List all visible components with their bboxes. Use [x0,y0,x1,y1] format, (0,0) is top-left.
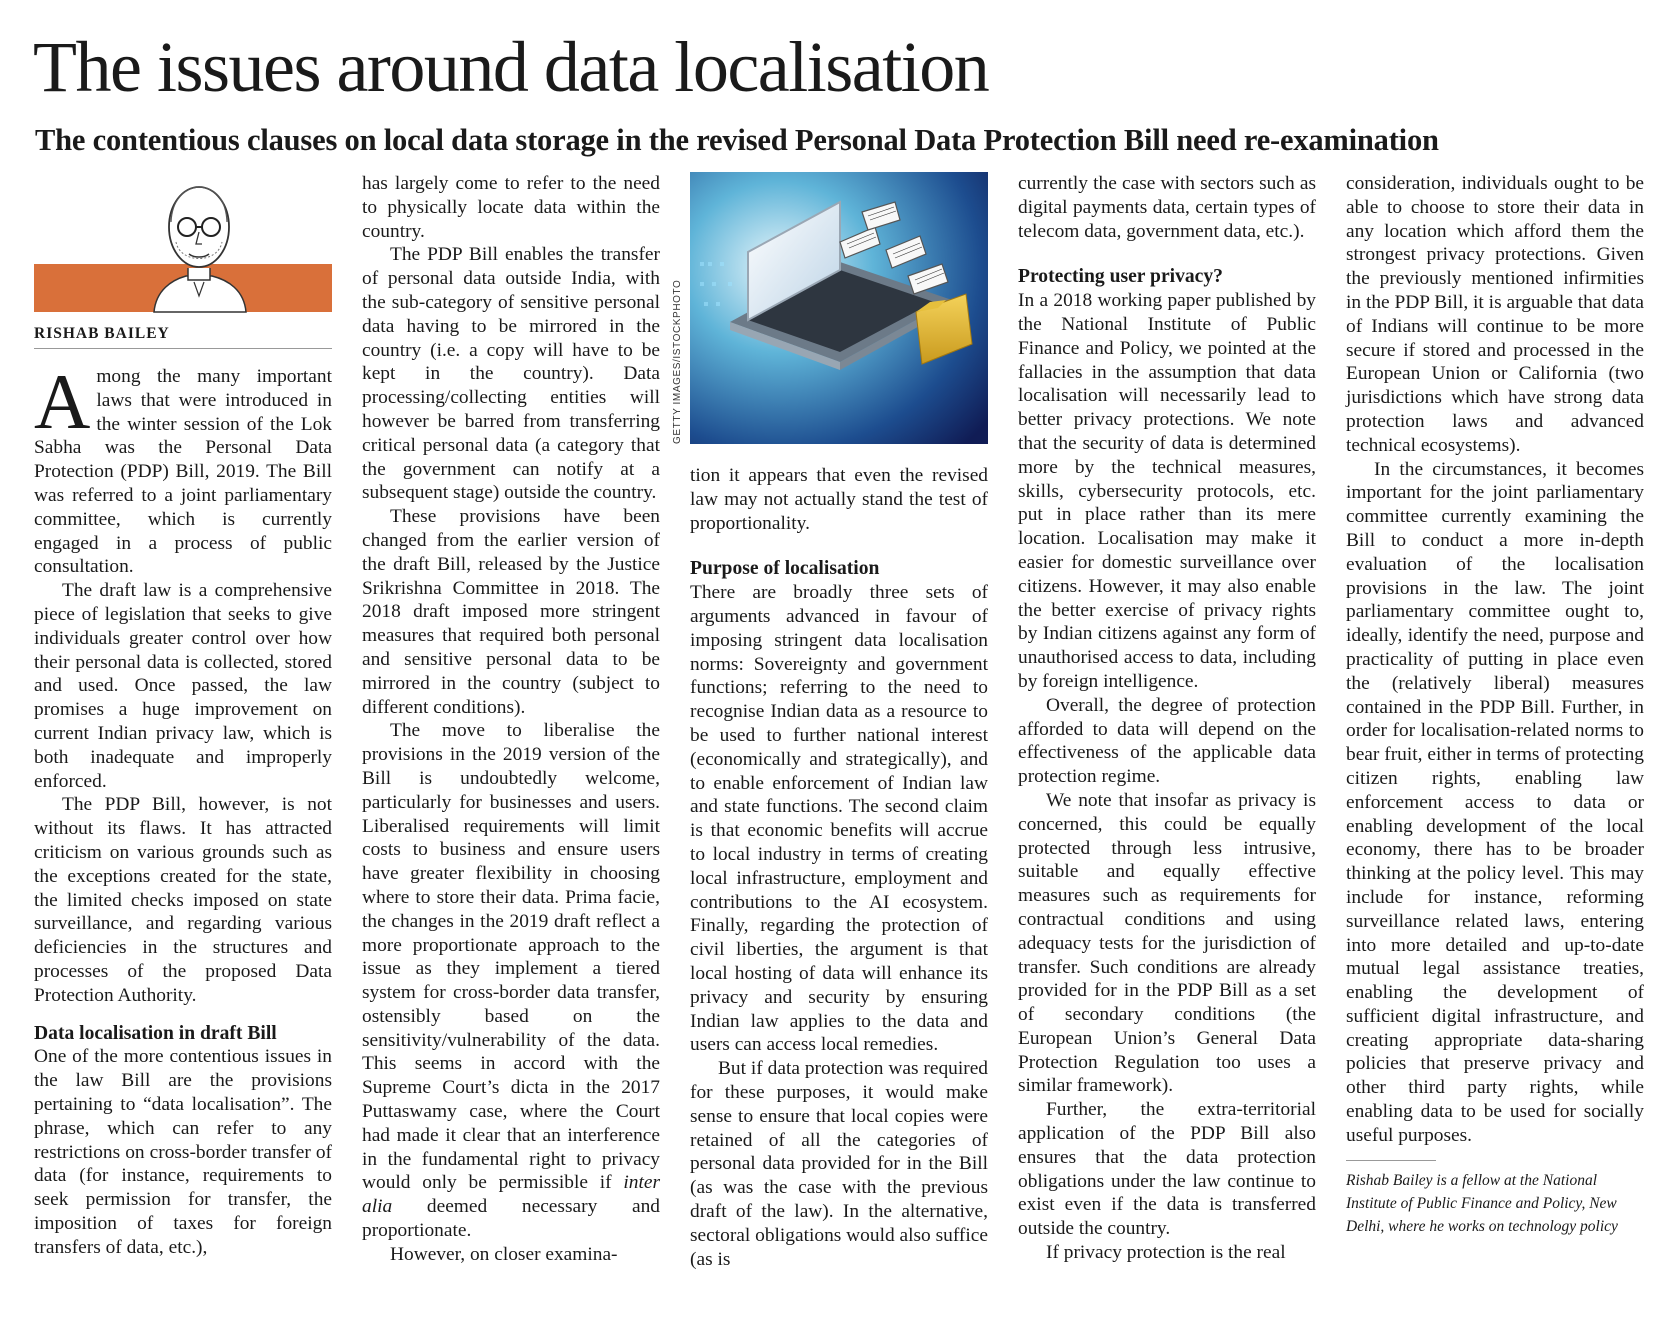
paragraph: tion it appears that even the revised law may not actually stand the test of proportionality. [690,465,988,534]
author-bio: Rishab Bailey is a fellow at the National Institute of Public Finance and Policy, New Delhi, where he works on technology policy [1346,1171,1618,1235]
paragraph: However, on closer examina- [390,1243,618,1265]
paragraph: The PDP Bill, however, is not without its flaws. It has attracted criticism on various grounds such as the exceptions created for the state, the limited checks imposed on state surveillance, and regarding various deficiencies in the structures and processes of the proposed Data Protection Authority. [34,794,332,1006]
laptop-data-illustration-icon [690,172,988,444]
column-5 [1346,172,1644,1332]
headline: The issues around data localisation [33,27,989,107]
subheading: Protecting user privacy? [1018,266,1223,288]
paragraph: Among the many important laws that were introduced in the winter session of the Lok Sabha was the Personal Data Protection (PDP) Bill, 2019. The Bill was referred to a joint parliamentary committee, which is currently engaged in a process of public consultation. [34,358,332,578]
paragraph: The PDP Bill enables the transfer of personal data outside India, with the sub-category of sensitive personal data having to be mirrored in the country (i.e. a copy will have to be kept in the country). Data processing/collecting entities will however be barred from transferring critical personal data (a category that the government can notify at a subsequent stage) outside the country. [362,244,660,504]
paragraph: currently the case with sectors such as digital payments data, certain types of telecom data, government data, etc.). [1018,173,1316,242]
paragraph: But if data protection was required for these purposes, it would make sense to ensure that local copies were retained of all the categories of personal data provided for in the Bill (as was the case with the previous draft of the law). In the alternative, sectoral obligations would also suffice (as is [690,1058,988,1270]
column-2 [362,172,660,1332]
column-3 [672,172,988,1332]
paragraph: One of the more contentious issues in the law Bill are the provisions pertaining to “data localisation”. The phrase, which can refer to any restrictions on cross-border transfer of data (for instance, requirements to seek permission for transfer, the imposition of taxes for foreign transfers of data, etc.), [34,1046,332,1258]
paragraph: There are broadly three sets of arguments advanced in favour of imposing stringent data localisation norms: Sovereignty and government functions; referring to the need to recognise Indian data as a resource to be used to further national interest (economically and strategically), and to enable enforcement of Indian law and state functions. The second claim is that economic benefits will accrue to local industry in terms of creating local infrastructure, employment and contributions to the AI ecosystem. Finally, regarding the protection of civil liberties, the argument is that local hosting of data will enhance its privacy and security by ensuring Indian law applies to the data and users can access local remedies. [690,582,988,1056]
column-4 [1018,172,1316,1332]
paragraph: The move to liberalise the provisions in the 2019 version of the Bill is undoubtedly welcome, particularly for businesses and users. Liberalised requirements will limit costs to business and ensure users have greater flexibility in choosing where to store their data. Prima facie, the changes in the 2019 draft reflect a more proportionate approach to the issue as they implement a tiered system for cross-border data transfer, ostensibly based on the sensitivity/vulnerability of the data. This seems in accord with the Supreme Court’s dicta in the 2017 Puttaswamy case, where the Court had made it clear that an interference in the fundamental right to privacy would only be permissible if inter alia deemed necessary and proportionate. [362,720,660,1242]
paragraph: The draft law is a comprehensive piece of legislation that seeks to give individuals greater control over how their personal data is collected, stored and used. Once passed, the law promises a huge improvement on current Indian privacy law, which is both inadequate and improperly enforced. [34,580,332,792]
paragraph: Overall, the degree of protection afforded to data will depend on the effectiveness of the applicable data protection regime. [1018,694,1316,788]
paragraph: If privacy protection is the real [1046,1242,1286,1264]
photo-credit: GETTY IMAGES/ISTOCKPHOTO [672,279,683,444]
deck: The contentious clauses on local data storage in the revised Personal Data Protection Bill need re-examination [35,123,1439,157]
paragraph: In the circumstances, it becomes important for the joint parliamentary committee currently examining the Bill to conduct a more in-depth evaluation of the localisation provisions in the law. The joint parliamentary committee ought to, ideally, identify the need, purpose and practicality of putting in place even the (relatively liberal) measures contained in the PDP Bill. Further, in order for localisation-related norms to bear fruit, either in terms of protecting citizen rights, enabling law enforcement access to data or enabling development of the local economy, there has to be broader thinking at the policy level. This may include for instance, reforming surveillance related laws, entering into more detailed and up-to-date mutual legal assistance treaties, enabling the development of sufficient digital infrastructure, and creating appropriate data-sharing policies that preserve privacy and other third party rights, while enabling data to be used for socially useful purposes. [1346,458,1644,1146]
paragraph: consideration, individuals ought to be able to choose to store their data in any location which afford them the strongest privacy protections. Given the previously mentioned infirmities in the PDP Bill, it is arguable that data of Indians will continue to be more secure if stored and processed in the European Union or California (two jurisdictions which have strong data protection laws and advanced technical ecosystems). [1346,173,1644,456]
byline-rule [34,348,332,349]
italic-phrase: inter alia [362,1172,660,1218]
drop-cap: A [34,358,91,445]
paragraph: has largely come to refer to the need to physically locate data within the country. [362,173,660,242]
column-1 [34,172,332,1332]
subheading: Purpose of localisation [690,558,880,580]
paragraph: Further, the extra-territorial application of the PDP Bill also ensures that the data protection obligations under the law continue to exist even if the data is transferred outside the country. [1018,1099,1316,1240]
bio-rule [1346,1160,1436,1161]
author-box [34,172,332,357]
paragraph: These provisions have been changed from the earlier version of the draft Bill, released by the Justice Srikrishna Committee in 2018. The 2018 draft imposed more stringent measures that required both personal and sensitive personal data to be mirrored in the country (subject to different conditions). [362,506,660,718]
paragraph: In a 2018 working paper published by the National Institute of Public Finance and Policy, we pointed at the fallacies in the assumption that data localisation will necessarily lead to better privacy protections. We note that the security of data is determined more by the technical measures, skills, cybersecurity protocols, etc. put in place rather than its mere location. Localisation may make it easier for domestic surveillance over citizens. However, it may also enable the better exercise of privacy rights by Indian citizens against any form of unauthorised access to data, including by foreign intelligence. [1018,290,1316,692]
subheading: Data localisation in draft Bill [34,1022,277,1044]
article-photo [672,172,988,462]
author-sketch-icon [124,172,274,312]
byline: RISHAB BAILEY [34,325,170,342]
paragraph: We note that insofar as privacy is concerned, this could be equally protected through less intrusive, suitable and equally effective measures such as requirements for contractual conditions and using adequacy tests for the jurisdiction of transfer. Such conditions are already provided for in the PDP Bill as a set of secondary conditions (the European Union’s General Data Protection Regulation too uses a similar framework). [1018,789,1316,1097]
